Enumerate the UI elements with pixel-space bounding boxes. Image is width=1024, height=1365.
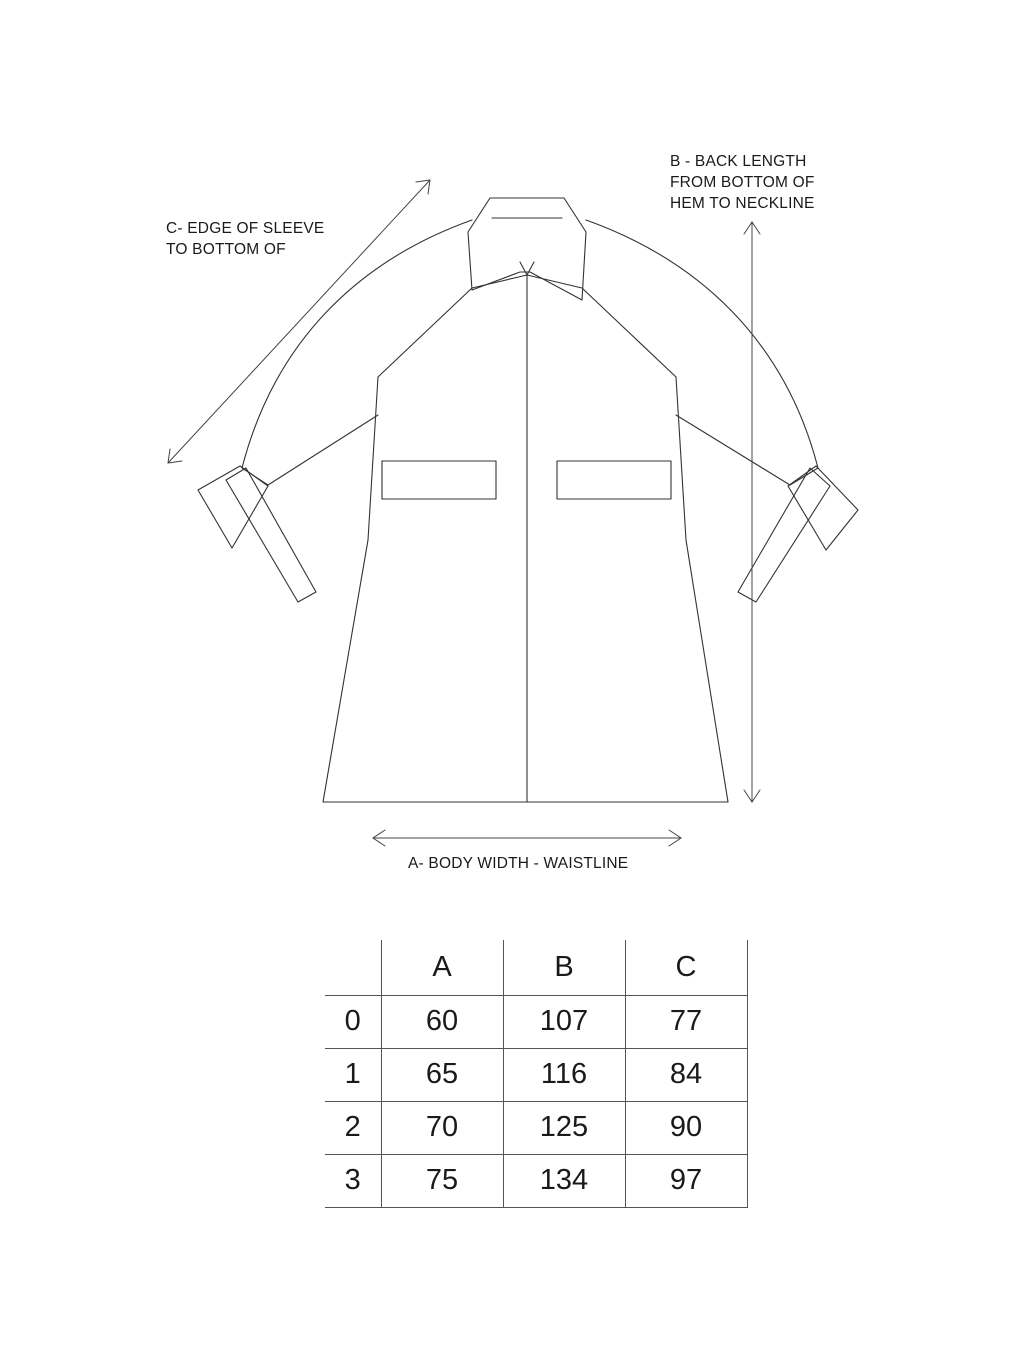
back-length-label — [670, 151, 815, 214]
value-cell-a: 70 — [381, 1101, 503, 1154]
back-label-line-1: B - BACK LENGTH — [670, 153, 807, 170]
value-cell-b: 116 — [503, 1048, 625, 1101]
value-cell-c: 84 — [625, 1048, 747, 1101]
size-cell: 0 — [325, 995, 381, 1048]
value-cell-c: 90 — [625, 1101, 747, 1154]
table-row — [325, 1101, 747, 1154]
table-corner-cell — [325, 940, 381, 995]
value-cell-c: 77 — [625, 995, 747, 1048]
table-row — [325, 995, 747, 1048]
value-cell-a: 75 — [381, 1154, 503, 1207]
sleeve-length-label — [166, 218, 324, 260]
size-chart-table — [325, 940, 748, 1208]
column-header-b: B — [503, 940, 625, 995]
table-row — [325, 1154, 747, 1207]
size-cell: 3 — [325, 1154, 381, 1207]
sleeve-label-line-2: TO BOTTOM OF — [166, 241, 286, 258]
coat-body-outline — [323, 275, 728, 802]
value-cell-a: 65 — [381, 1048, 503, 1101]
back-label-line-3: HEM TO NECKLINE — [670, 195, 815, 212]
column-header-a: A — [381, 940, 503, 995]
left-cuff — [198, 466, 268, 548]
size-cell: 2 — [325, 1101, 381, 1154]
sleeve-label-line-1: C- EDGE OF SLEEVE — [166, 220, 325, 237]
table-header-row — [325, 940, 747, 995]
value-cell-b: 107 — [503, 995, 625, 1048]
column-header-c: C — [625, 940, 747, 995]
body-width-label: A- BODY WIDTH - WAISTLINE — [408, 855, 629, 872]
left-pocket-flap — [382, 461, 496, 499]
value-cell-b: 134 — [503, 1154, 625, 1207]
value-cell-a: 60 — [381, 995, 503, 1048]
right-cuff — [788, 466, 858, 550]
size-cell: 1 — [325, 1048, 381, 1101]
table-row — [325, 1048, 747, 1101]
back-label-line-2: FROM BOTTOM OF — [670, 174, 815, 191]
right-pocket-flap — [557, 461, 671, 499]
right-sleeve — [586, 220, 818, 485]
value-cell-b: 125 — [503, 1101, 625, 1154]
value-cell-c: 97 — [625, 1154, 747, 1207]
